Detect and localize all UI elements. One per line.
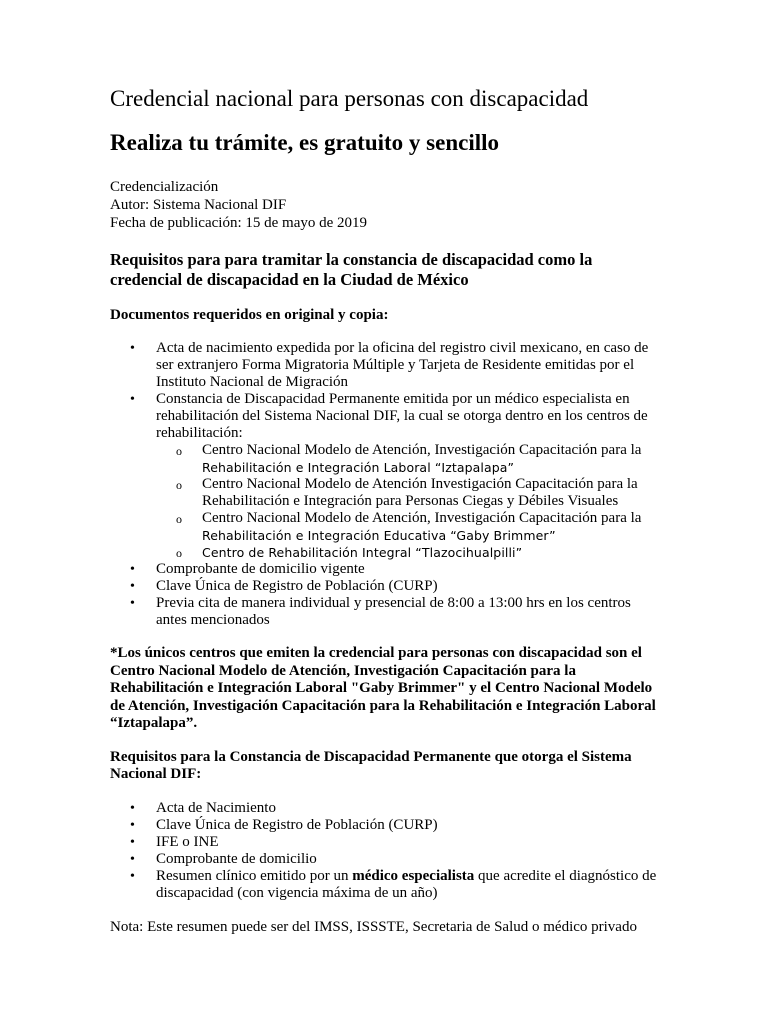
center-item xyxy=(156,442,660,476)
list-item xyxy=(110,868,660,902)
list-item-text: Clave Única de Registro de Población (CURP) xyxy=(156,816,438,833)
center-line: o Centro de Rehabilitación Integral “Tlazocihualpilli” xyxy=(202,545,523,560)
list-item-text: Constancia de Discapacidad Permanente emitida por un médico especialista en rehabilitación del Sistema Nacional DIF, la cual se otorga dentro en los centros de rehabilitación: xyxy=(156,391,648,441)
center-item xyxy=(156,544,660,561)
list-item xyxy=(110,561,660,578)
list-item-text: Clave Única de Registro de Población (CURP) xyxy=(156,578,438,594)
meta-author: Autor: Sistema Nacional DIF xyxy=(110,197,287,213)
list-item xyxy=(110,340,660,391)
list-item-text: IFE o INE xyxy=(156,833,219,850)
list-item xyxy=(110,800,660,817)
centers-note: *Los únicos centros que emiten la credencial para personas con discapacidad son el Centro Nacional Modelo de Atención, Investigación Capacitación para la Rehabilitación e Integración Laboral "Gaby Brimmer" y el Centro Nacional Modelo de Atención, Investigación Capacitación para la Rehabilitación e Integración Laboral “Iztapalapa”. xyxy=(110,645,656,731)
list-item xyxy=(110,834,660,851)
center-line: o Centro Nacional Modelo de Atención, Investigación Capacitación para la xyxy=(202,442,642,458)
list-item xyxy=(110,391,660,561)
document-title: Credencial nacional para personas con discapacidad xyxy=(110,86,589,111)
meta-category: Credencialización xyxy=(110,179,219,195)
summary-text-bold: médico especialista xyxy=(352,867,475,884)
documents-list xyxy=(110,340,660,629)
list-item-text: Comprobante de domicilio vigente xyxy=(156,561,365,577)
meta-date: Fecha de publicación: 15 de mayo de 2019 xyxy=(110,215,368,231)
list-item xyxy=(110,595,660,629)
center-line: Rehabilitación e Integración Educativa “Gaby Brimmer” xyxy=(202,528,556,543)
summary-text-after: que acredite el diagnóstico de discapacidad (con vigencia máxima de un año) xyxy=(156,867,657,901)
requirements-heading: Requisitos para para tramitar la constancia de discapacidad como la credencial de discapacidad en la Ciudad de México xyxy=(110,250,593,289)
center-line: o Centro Nacional Modelo de Atención Investigación Capacitación para la xyxy=(202,476,638,492)
list-item-text: Acta de Nacimiento xyxy=(156,799,276,816)
center-item xyxy=(156,510,660,544)
permanent-requirements-heading: Requisitos para la Constancia de Discapacidad Permanente que otorga el Sistema Nacional DIF: xyxy=(110,748,632,782)
document-page xyxy=(110,84,660,936)
list-item-text: Acta de nacimiento expedida por la oficina del registro civil mexicano, en caso de ser extranjero Forma Migratoria Múltiple y Tarjeta de Residente emitidas por el Instituto Nacional de Migración xyxy=(156,340,649,390)
list-item xyxy=(110,578,660,595)
documents-heading: Documentos requeridos en original y copia: xyxy=(110,307,389,323)
document-meta xyxy=(110,178,660,232)
centers-list xyxy=(156,442,660,561)
list-item-text: Comprobante de domicilio xyxy=(156,850,317,867)
center-line: Rehabilitación e Integración para Personas Ciegas y Débiles Visuales xyxy=(202,493,619,509)
document-subtitle: Realiza tu trámite, es gratuito y sencillo xyxy=(110,130,499,155)
list-item xyxy=(110,851,660,868)
permanent-docs-list xyxy=(110,800,660,902)
list-item-text: Previa cita de manera individual y presencial de 8:00 a 13:00 hrs en los centros antes mencionados xyxy=(156,595,631,628)
summary-text-before: Resumen clínico emitido por un xyxy=(156,867,353,884)
center-line: Rehabilitación e Integración Laboral “Iztapalapa” xyxy=(202,460,515,475)
center-item xyxy=(156,476,660,510)
center-line: o Centro Nacional Modelo de Atención, Investigación Capacitación para la xyxy=(202,510,642,526)
final-note: Nota: Este resumen puede ser del IMSS, ISSSTE, Secretaria de Salud o médico privado xyxy=(110,918,637,935)
list-item xyxy=(110,817,660,834)
